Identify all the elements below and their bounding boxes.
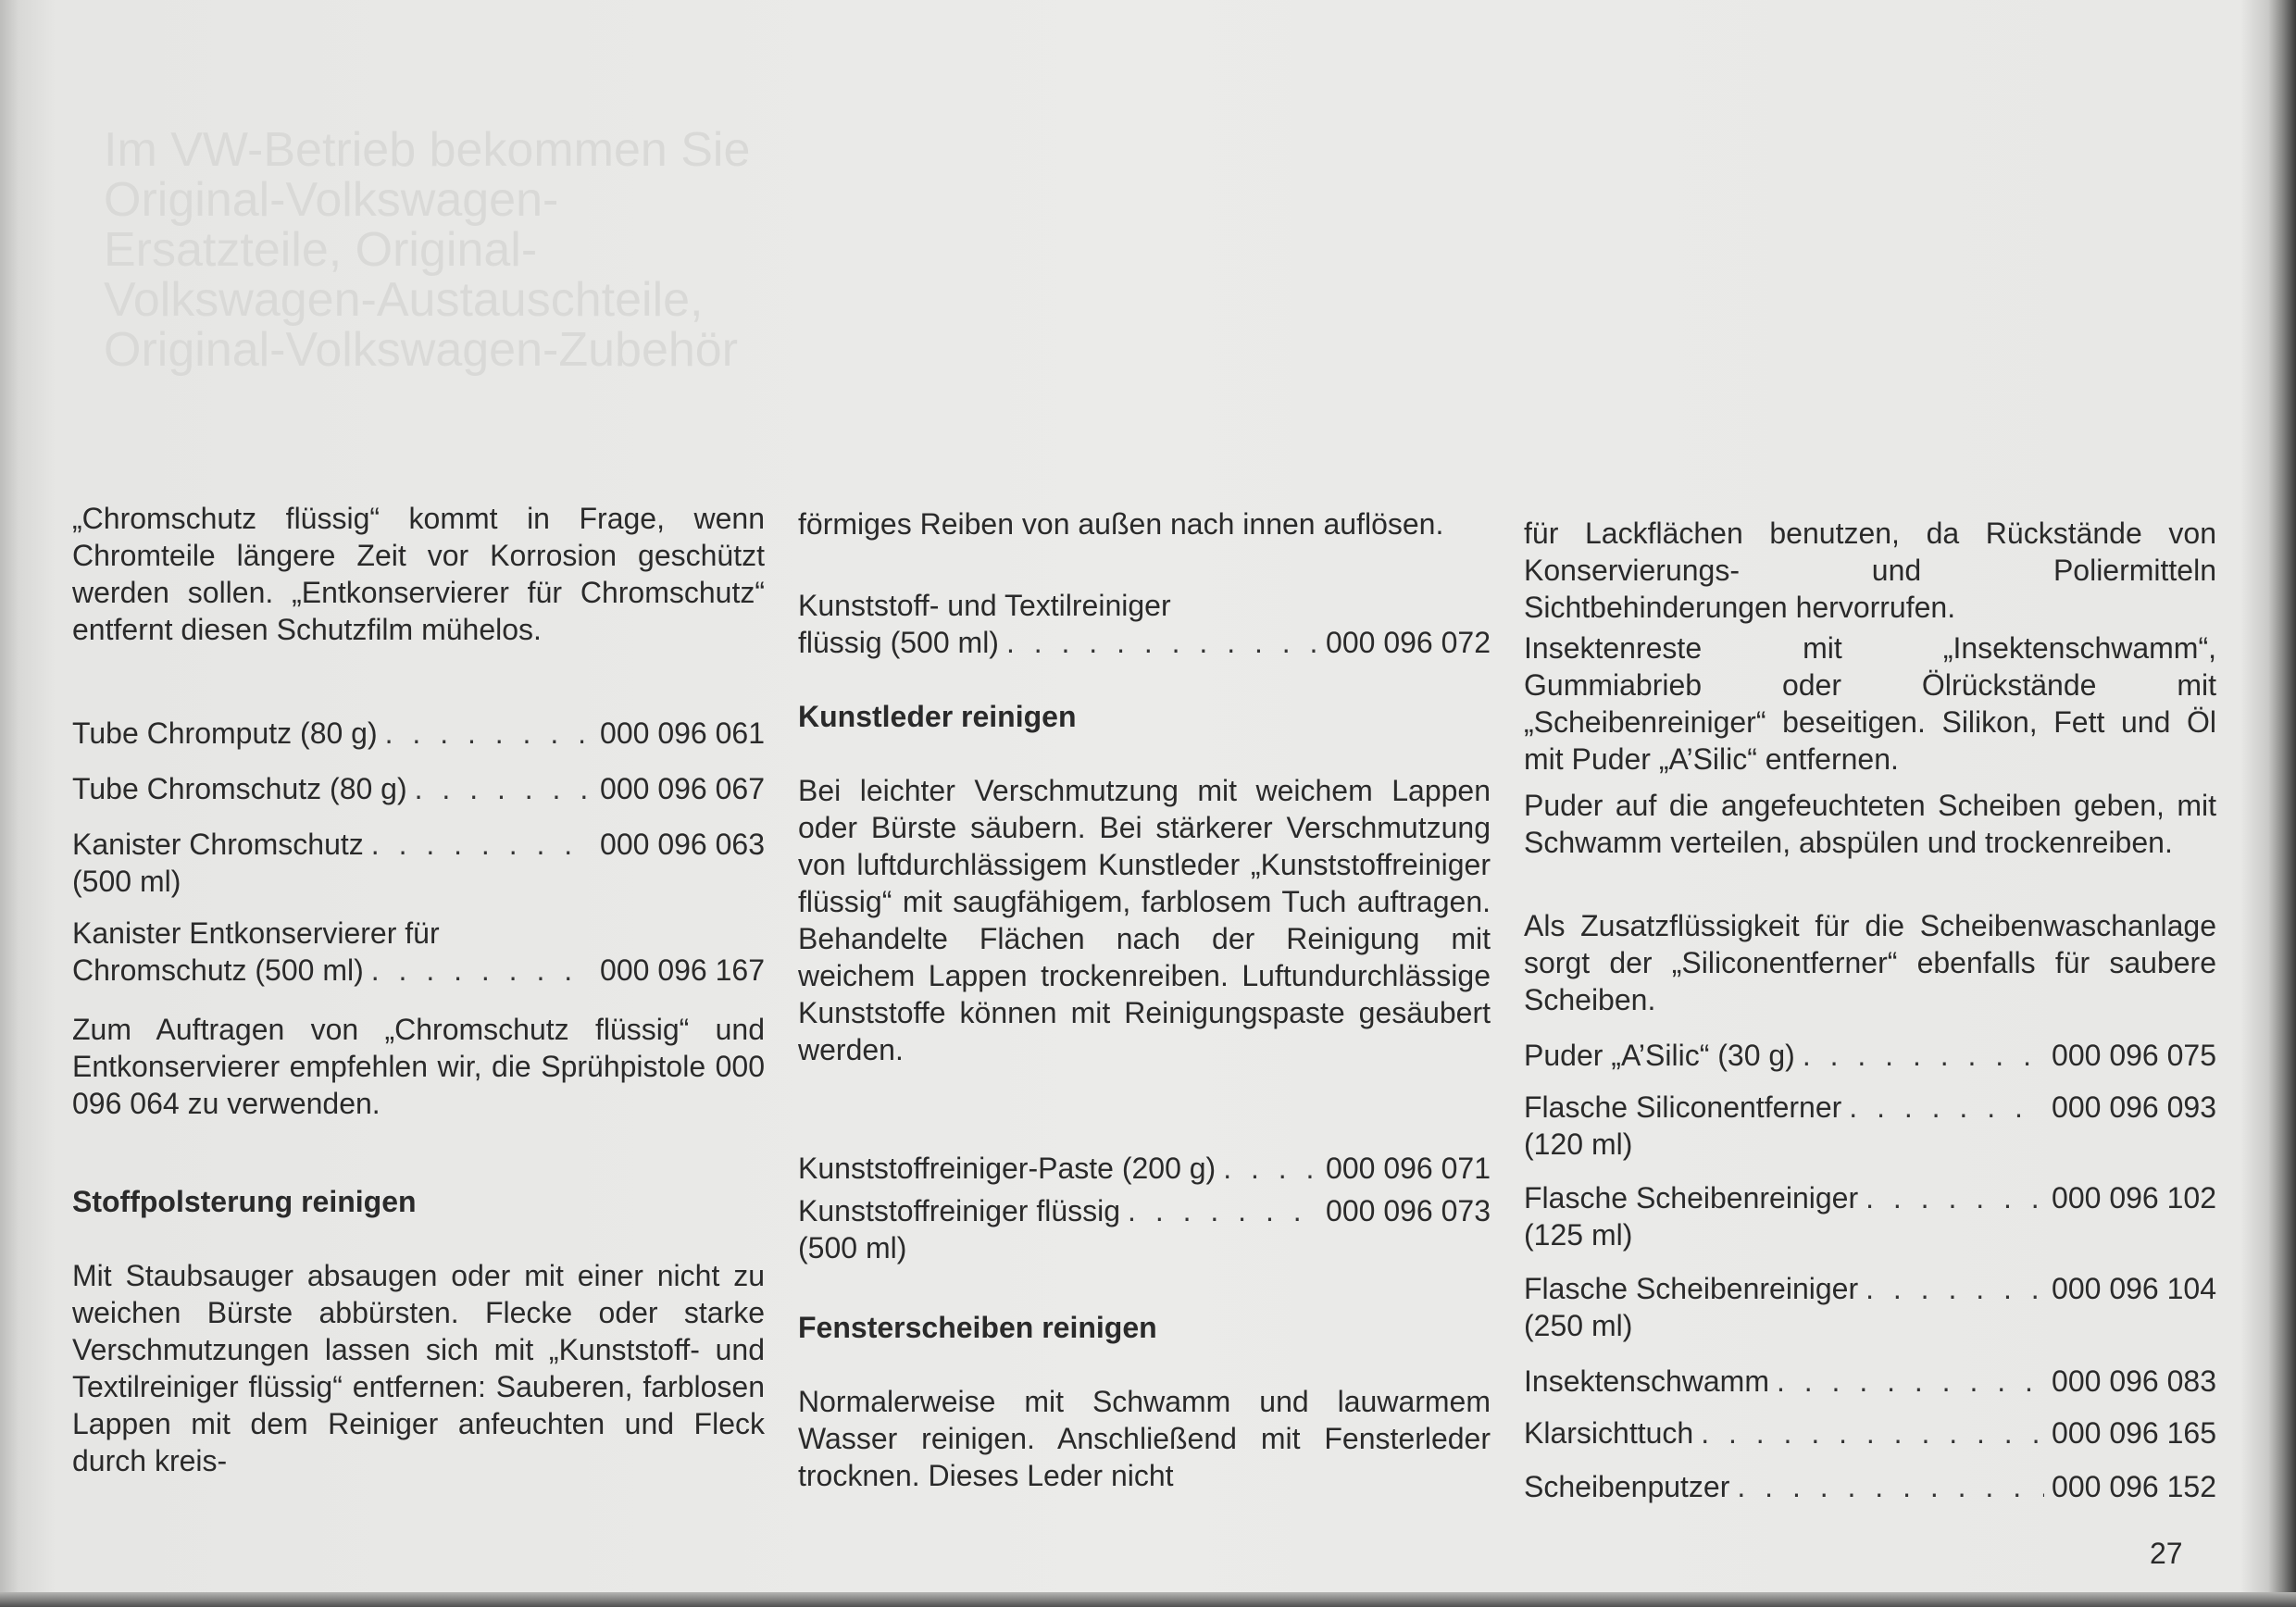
paragraph: Bei leichter Verschmutzung mit weichem Lappen oder Bürste säubern. Bei stärkerer Verschmutzung von luftdurchlässigem Kunstleder „Kunststoffreiniger flüssig“ mit saugfähigem, farblosem Tuch auftragen. Behandelte Flächen nach der Reinigung mit weichem Lappen trockenreiben. Luftundurchlässige Kunststoffe können mit Reinigungspaste gesäubert werden.	[798, 774, 1491, 1066]
part-name: Flasche Siliconentferner	[1524, 1090, 1842, 1124]
part-number: 000 096 063	[600, 828, 765, 861]
part-item	[1524, 1414, 2216, 1451]
dot-leader	[1777, 1363, 2044, 1400]
part-name: Klarsichttuch	[1524, 1416, 1694, 1450]
part-item	[72, 915, 765, 989]
dot-leader	[371, 952, 593, 989]
part-item	[1524, 1270, 2216, 1344]
part-number: 000 096 165	[2052, 1416, 2216, 1450]
paragraph: für Lackflächen benutzen, da Rückstände von Konservierungs- und Poliermitteln Sichtbehinderungen hervorrufen.	[1524, 517, 2216, 624]
part-name: Kanister Chromschutz	[72, 828, 364, 861]
part-number: 000 096 075	[2052, 1039, 2216, 1072]
part-name: Tube Chromschutz (80 g)	[72, 772, 407, 805]
paragraph: förmiges Reiben von außen nach innen auflösen.	[798, 507, 1444, 541]
part-number: 000 096 152	[2052, 1470, 2216, 1503]
section-heading: Kunstleder reinigen	[798, 700, 1077, 733]
part-name: Kunststoffreiniger-Paste (200 g)	[798, 1152, 1217, 1185]
dot-leader	[385, 715, 593, 752]
dot-leader	[1701, 1414, 2044, 1451]
part-name: Scheibenputzer	[1524, 1470, 1730, 1503]
part-item	[72, 715, 765, 752]
part-name: Flasche Scheibenreiniger	[1524, 1272, 1859, 1305]
part-number: 000 096 167	[600, 953, 765, 987]
part-number: 000 096 072	[1326, 626, 1491, 659]
part-name-line1: Kanister Entkonservierer für	[72, 916, 440, 950]
part-size: (120 ml)	[1524, 1127, 1633, 1161]
part-size: (250 ml)	[1524, 1309, 1633, 1342]
part-name: Tube Chromputz (80 g)	[72, 716, 378, 750]
part-number: 000 096 083	[2052, 1364, 2216, 1398]
part-size: (125 ml)	[1524, 1218, 1633, 1252]
dot-leader	[1006, 624, 1318, 661]
part-name: Puder „A’Silic“ (30 g)	[1524, 1039, 1795, 1072]
page-number: 27	[2150, 1537, 2183, 1570]
paragraph: Puder auf die angefeuchteten Scheiben geben, mit Schwamm verteilen, abspülen und trockenreiben.	[1524, 789, 2216, 859]
part-item	[1524, 1363, 2216, 1400]
part-item	[72, 770, 765, 807]
part-item	[1524, 1037, 2216, 1074]
paragraph: Mit Staubsauger absaugen oder mit einer nicht zu weichen Bürste abbürsten. Flecke oder starke Verschmutzungen lassen sich mit „Kunststoff- und Textilreiniger flüssig“ entfernen: Sauberen, farblosen Lappen mit dem Reiniger anfeuchten und Fleck durch kreis-	[72, 1259, 765, 1477]
section-heading: Fensterscheiben reinigen	[798, 1311, 1157, 1344]
dot-leader	[371, 826, 593, 863]
part-name: Flasche Scheibenreiniger	[1524, 1181, 1859, 1215]
dot-leader	[415, 770, 593, 807]
dot-leader	[1866, 1179, 2044, 1216]
part-size: (500 ml)	[72, 865, 181, 898]
dot-leader	[1803, 1037, 2044, 1074]
paragraph: Als Zusatzflüssigkeit für die Scheibenwaschanlage sorgt der „Siliconentferner“ ebenfalls für saubere Scheiben.	[1524, 909, 2216, 1016]
part-name: Chromschutz (500 ml)	[72, 953, 364, 987]
part-number: 000 096 102	[2052, 1181, 2216, 1215]
part-item	[1524, 1468, 2216, 1505]
part-item	[72, 826, 765, 900]
part-item	[798, 587, 1491, 661]
paragraph: Zum Auftragen von „Chromschutz flüssig“ und Entkonservierer empfehlen wir, die Sprühpistole 000 096 064 zu verwenden.	[72, 1013, 765, 1120]
show-through-text: Im VW-Betrieb bekommen Sie Original-Volkswagen-Ersatzteile, Original-Volkswagen-Austauschteile, Original-Volkswagen-Zubehör	[104, 123, 751, 377]
part-name: Insektenschwamm	[1524, 1364, 1769, 1398]
part-number: 000 096 073	[1326, 1194, 1491, 1227]
part-number: 000 096 104	[2052, 1272, 2216, 1305]
paragraph: Normalerweise mit Schwamm und lauwarmem Wasser reinigen. Anschließend mit Fensterleder trocknen. Dieses Leder nicht	[798, 1385, 1491, 1492]
part-size: (500 ml)	[798, 1231, 907, 1264]
dot-leader	[1128, 1192, 1318, 1229]
page-edge	[0, 1592, 2296, 1607]
part-item	[798, 1192, 1491, 1266]
part-number: 000 096 067	[600, 772, 765, 805]
dot-leader	[1223, 1150, 1318, 1187]
paragraph: „Chromschutz flüssig“ kommt in Frage, wenn Chromteile längere Zeit vor Korrosion geschützt werden sollen. „Entkonservierer für Chromschutz“ entfernt diesen Schutzfilm mühelos.	[72, 502, 765, 646]
dot-leader	[1849, 1089, 2044, 1126]
part-name: Kunststoffreiniger flüssig	[798, 1194, 1121, 1227]
section-heading: Stoffpolsterung reinigen	[72, 1185, 417, 1218]
part-item	[798, 1150, 1491, 1187]
part-item	[1524, 1179, 2216, 1253]
part-number: 000 096 071	[1326, 1152, 1491, 1185]
paragraph: Insektenreste mit „Insektenschwamm“, Gummiabrieb oder Ölrückstände mit „Scheibenreiniger“ beseitigen. Silikon, Fett und Öl mit Puder „A’Silic“ entfernen.	[1524, 631, 2216, 776]
part-name-line1: Kunststoff- und Textilreiniger	[798, 589, 1171, 622]
dot-leader	[1866, 1270, 2044, 1307]
dot-leader	[1737, 1468, 2044, 1505]
part-name: flüssig (500 ml)	[798, 626, 999, 659]
part-number: 000 096 093	[2052, 1090, 2216, 1124]
part-item	[1524, 1089, 2216, 1163]
part-number: 000 096 061	[600, 716, 765, 750]
